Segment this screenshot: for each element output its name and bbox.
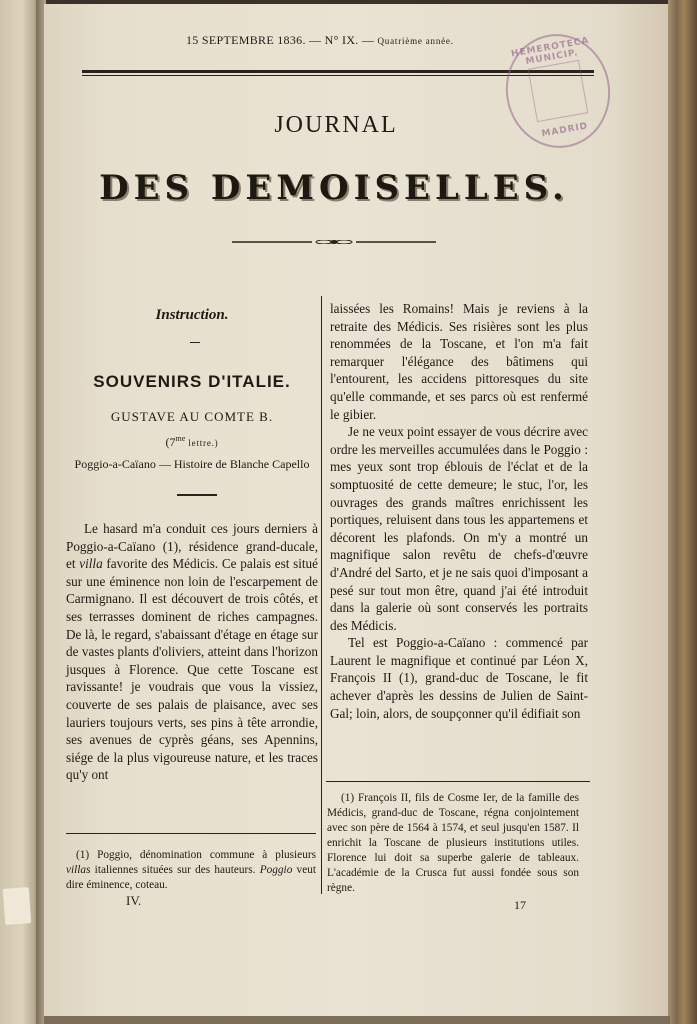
- left-column-text: [66, 520, 318, 784]
- paper-tab: [3, 887, 31, 925]
- footnote-left: (1) Poggio, dénomination commune à plusieurs villas italiennes situées sur des hauteurs. Poggio veut dire éminence, coteau.: [66, 849, 316, 891]
- letter-number: ($7^{me}$ lettre.): [165, 434, 219, 449]
- article-title: SOUVENIRS D'ITALIE.: [93, 372, 291, 391]
- paragraph: Tel est Poggio-a-Caïano : commencé par Laurent le magnifique et continué par Léon X, François II (1), grand-duc de Toscane, le fit achever d'après les dessins de Julien de Saint-Gal; loin, alors, de soupçonner qu'il édifiait son: [330, 635, 588, 721]
- signature-mark: IV.: [126, 893, 142, 908]
- title-rule: [177, 494, 217, 496]
- masthead-journal: JOURNAL: [274, 112, 398, 138]
- paragraph: Je ne veux point essayer de vous décrire avec ordre les merveilles accumulées dans le Poggio : mes yeux sont trop éblouis de l'éclat et de la somptuosité de cette demeure; le stuc, l'or, les ouvrages des grands maîtres enrichissent les portiques, reluisent dans tous les appartemens et décorent les plafonds. On m'y a montré un magnifique salon revêtu de chefs-d'œuvre d'André del Sarto, et je ne sais quoi d'imposant a pesé sur tout mon être, quand j'ai été introduit dans la galerie où sont conservés les portraits des Médicis.: [330, 424, 588, 633]
- article-addressee: GUSTAVE AU COMTE B.: [110, 409, 274, 424]
- header-issue: N° IX.: [324, 33, 359, 47]
- section-category: Instruction.: [155, 307, 229, 323]
- category-dash: [190, 342, 200, 343]
- masthead-ornament: [232, 240, 436, 244]
- footnote-rule: [326, 781, 590, 782]
- column-divider: [321, 296, 322, 894]
- right-column-text: [330, 300, 588, 722]
- footnote-rule: [66, 833, 316, 834]
- page-header: 15 SEPTEMBRE 1836. — N° IX. — Quatrième année.: [186, 33, 454, 47]
- page-number: 17: [514, 898, 526, 912]
- paragraph: laissées les Romains! Mais je reviens à la retraite des Médicis. Ses risières sont les plus renommées de la Toscane, et l'on m'a fait remarquer l'élégance des bâtimens qui l'entourent, les accidens pittoresques du site qu'elle commande, et ses parcs où est renfermé le gibier.: [330, 301, 588, 422]
- bottom-edge: [44, 1016, 670, 1024]
- masthead-title: DES DEMOISELLES.: [99, 168, 569, 208]
- header-date: 15 SEPTEMBRE 1836.: [186, 33, 306, 47]
- article-summary: Poggio-a-Caïano — Histoire de Blanche Capello: [74, 457, 310, 471]
- footnote-right: (1) François II, fils de Cosme Ier, de la famille des Médicis, grand-duc de Toscane, régna conjointement avec son père de 1564 à 1574, et seul jusqu'en 1587. Il enrichit la Toscane de plusieurs institutions utiles. Florence lui doit sa superbe galerie de tableaux. L'académie de la Crusca fut aussi fondée sous son règne.: [327, 792, 579, 894]
- book-spine: [668, 0, 697, 1024]
- library-stamp: HEMEROTECA MUNICIP. MADRID: [497, 26, 619, 156]
- previous-page-edge: [0, 0, 40, 1024]
- header-year: Quatrième année.: [377, 36, 454, 46]
- paragraph: Le hasard m'a conduit ces jours derniers à Poggio-a-Caïano (1), résidence grand-ducale, et villa favorite des Médicis. Ce palais est situé sur une éminence non loin de l'escarpement de Carmignano. Il est découvert de trois côtés, et ses terrasses dominent de riches campagnes. De là, le regard, s'abaissant d'étage en étage sur de vastes plants d'oliviers, atteint dans l'horizon jusques à Florence. Que cette Toscane est ravissante! je voudrais que vous la vissiez, couverte de ses palais de plaisance, avec ses lauriers toujours verts, ses pins à tête arrondie, ses avenues de cyprès géans, ses Apennins, siége de la plus vigoureuse nature, et les traces qu'y ont: [66, 521, 318, 783]
